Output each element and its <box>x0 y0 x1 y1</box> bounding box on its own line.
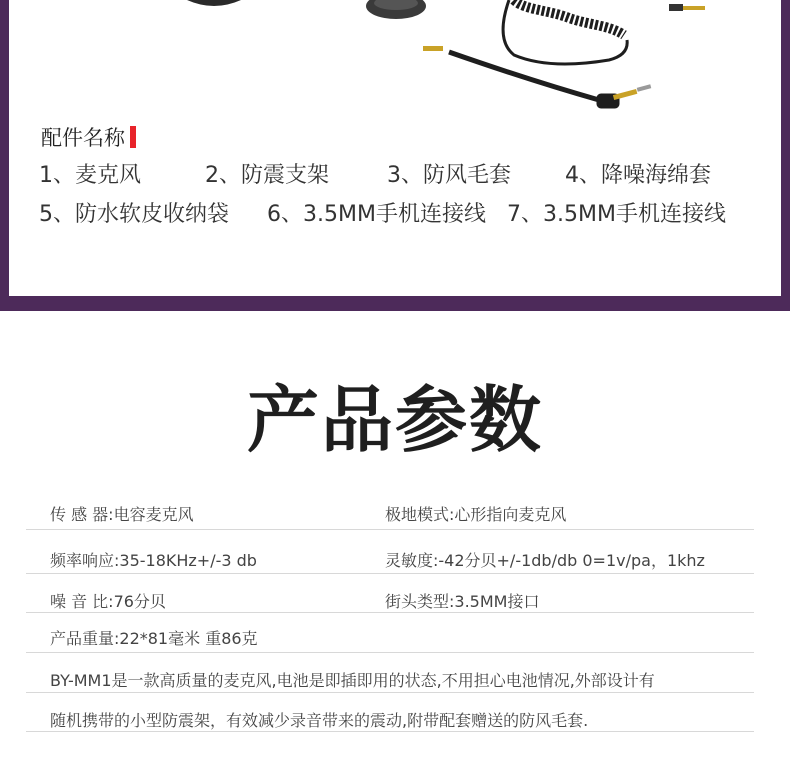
heading-accent-bar <box>130 126 136 148</box>
accessory-item: 7、3.5MM手机连接线 <box>507 202 726 227</box>
shock-mount-image <box>366 0 426 19</box>
divider <box>26 573 754 574</box>
accessory-item: 3、防风毛套 <box>387 163 511 188</box>
divider <box>26 529 754 530</box>
accessories-illustration <box>9 0 781 130</box>
accessory-item: 6、3.5MM手机连接线 <box>267 202 486 227</box>
description-line-2: 随机携带的小型防震架，有效减少录音带来的震动,附带配套赠送的防风毛套. <box>50 711 589 730</box>
param-polar-pattern: 极地模式:心形指向麦克风 <box>385 505 567 524</box>
param-snr: 噪 音 比:76分贝 <box>50 592 166 611</box>
jack-plug-image <box>423 4 705 100</box>
foam-ball-image <box>187 0 241 6</box>
accessory-item: 4、降噪海绵套 <box>565 163 711 188</box>
accessories-panel <box>9 0 781 296</box>
param-sensitivity: 灵敏度:-42分贝+/-1db/db 0=1v/pa，1khz <box>385 551 705 570</box>
accessory-item: 2、防震支架 <box>205 163 329 188</box>
param-weight: 产品重量:22*81毫米 重86克 <box>50 629 258 648</box>
accessories-frame <box>0 0 790 311</box>
param-sensor: 传 感 器:电容麦克风 <box>50 505 194 524</box>
accessory-item: 1、麦克风 <box>39 163 141 188</box>
accessories-heading-text: 配件名称 <box>41 126 125 150</box>
accessory-item: 5、防水软皮收纳袋 <box>39 202 229 227</box>
divider <box>26 731 754 732</box>
param-frequency: 频率响应:35-18KHz+/-3 db <box>50 551 257 570</box>
params-title: 产品参数 <box>246 378 543 462</box>
accessories-heading <box>41 122 136 152</box>
divider <box>26 652 754 653</box>
description-line-1: BY-MM1是一款高质量的麦克风,电池是即插即用的状态,不用担心电池情况,外部设计有 <box>50 671 655 690</box>
param-connector: 街头类型:3.5MM接口 <box>385 592 540 611</box>
coiled-cable-image <box>449 0 627 108</box>
divider <box>26 612 754 613</box>
divider <box>26 692 754 693</box>
